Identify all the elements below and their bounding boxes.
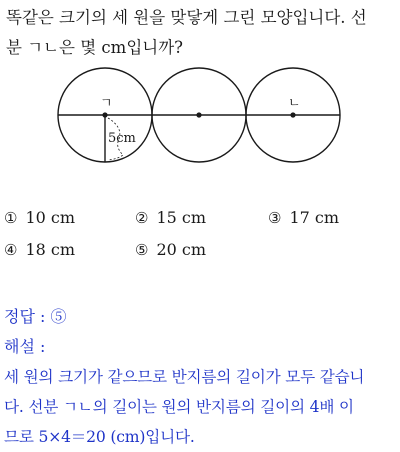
middle-center-dot [196, 112, 201, 117]
choice-1-mark: ① [4, 209, 18, 227]
choice-4-text: 18 cm [25, 240, 76, 259]
label-end: ㄴ [288, 96, 301, 111]
choice-2-text: 15 cm [156, 208, 207, 227]
question-line-2: 분 ㄱㄴ은 몇 cm입니까? [6, 38, 183, 57]
choice-3[interactable] [268, 208, 339, 227]
answer-line: 정답 : ⑤ [4, 307, 67, 326]
choice-1-text: 10 cm [25, 208, 76, 227]
three-circles-figure [55, 67, 345, 207]
choice-2-mark: ② [135, 209, 149, 227]
question-line-1: 똑같은 크기의 세 원을 맞닿게 그린 모양입니다. 선 [6, 8, 367, 27]
explanation-line-2: 다. 선분 ㄱㄴ의 길이는 원의 반지름의 길이의 4배 이 [4, 398, 354, 416]
choice-3-mark: ③ [268, 209, 282, 227]
choice-2[interactable] [135, 208, 206, 227]
choice-3-text: 17 cm [289, 208, 340, 227]
choice-5-text: 20 cm [156, 240, 207, 259]
choice-4[interactable] [4, 240, 75, 259]
question-text [6, 3, 398, 63]
right-center-dot [290, 112, 295, 117]
radius-label: 5cm [108, 131, 136, 146]
left-center-dot [102, 112, 107, 117]
explanation-title: 해설 : [4, 337, 46, 356]
choice-5-mark: ⑤ [135, 241, 149, 259]
choice-1[interactable] [4, 208, 75, 227]
choice-5[interactable] [135, 240, 206, 259]
label-start: ㄱ [100, 96, 113, 111]
answer-section [4, 302, 400, 452]
explanation-line-3: 므로 5×4＝20 (cm)입니다. [4, 428, 195, 446]
explanation-line-1: 세 원의 크기가 같으므로 반지름의 길이가 모두 같습니 [4, 368, 365, 386]
choice-4-mark: ④ [4, 241, 18, 259]
